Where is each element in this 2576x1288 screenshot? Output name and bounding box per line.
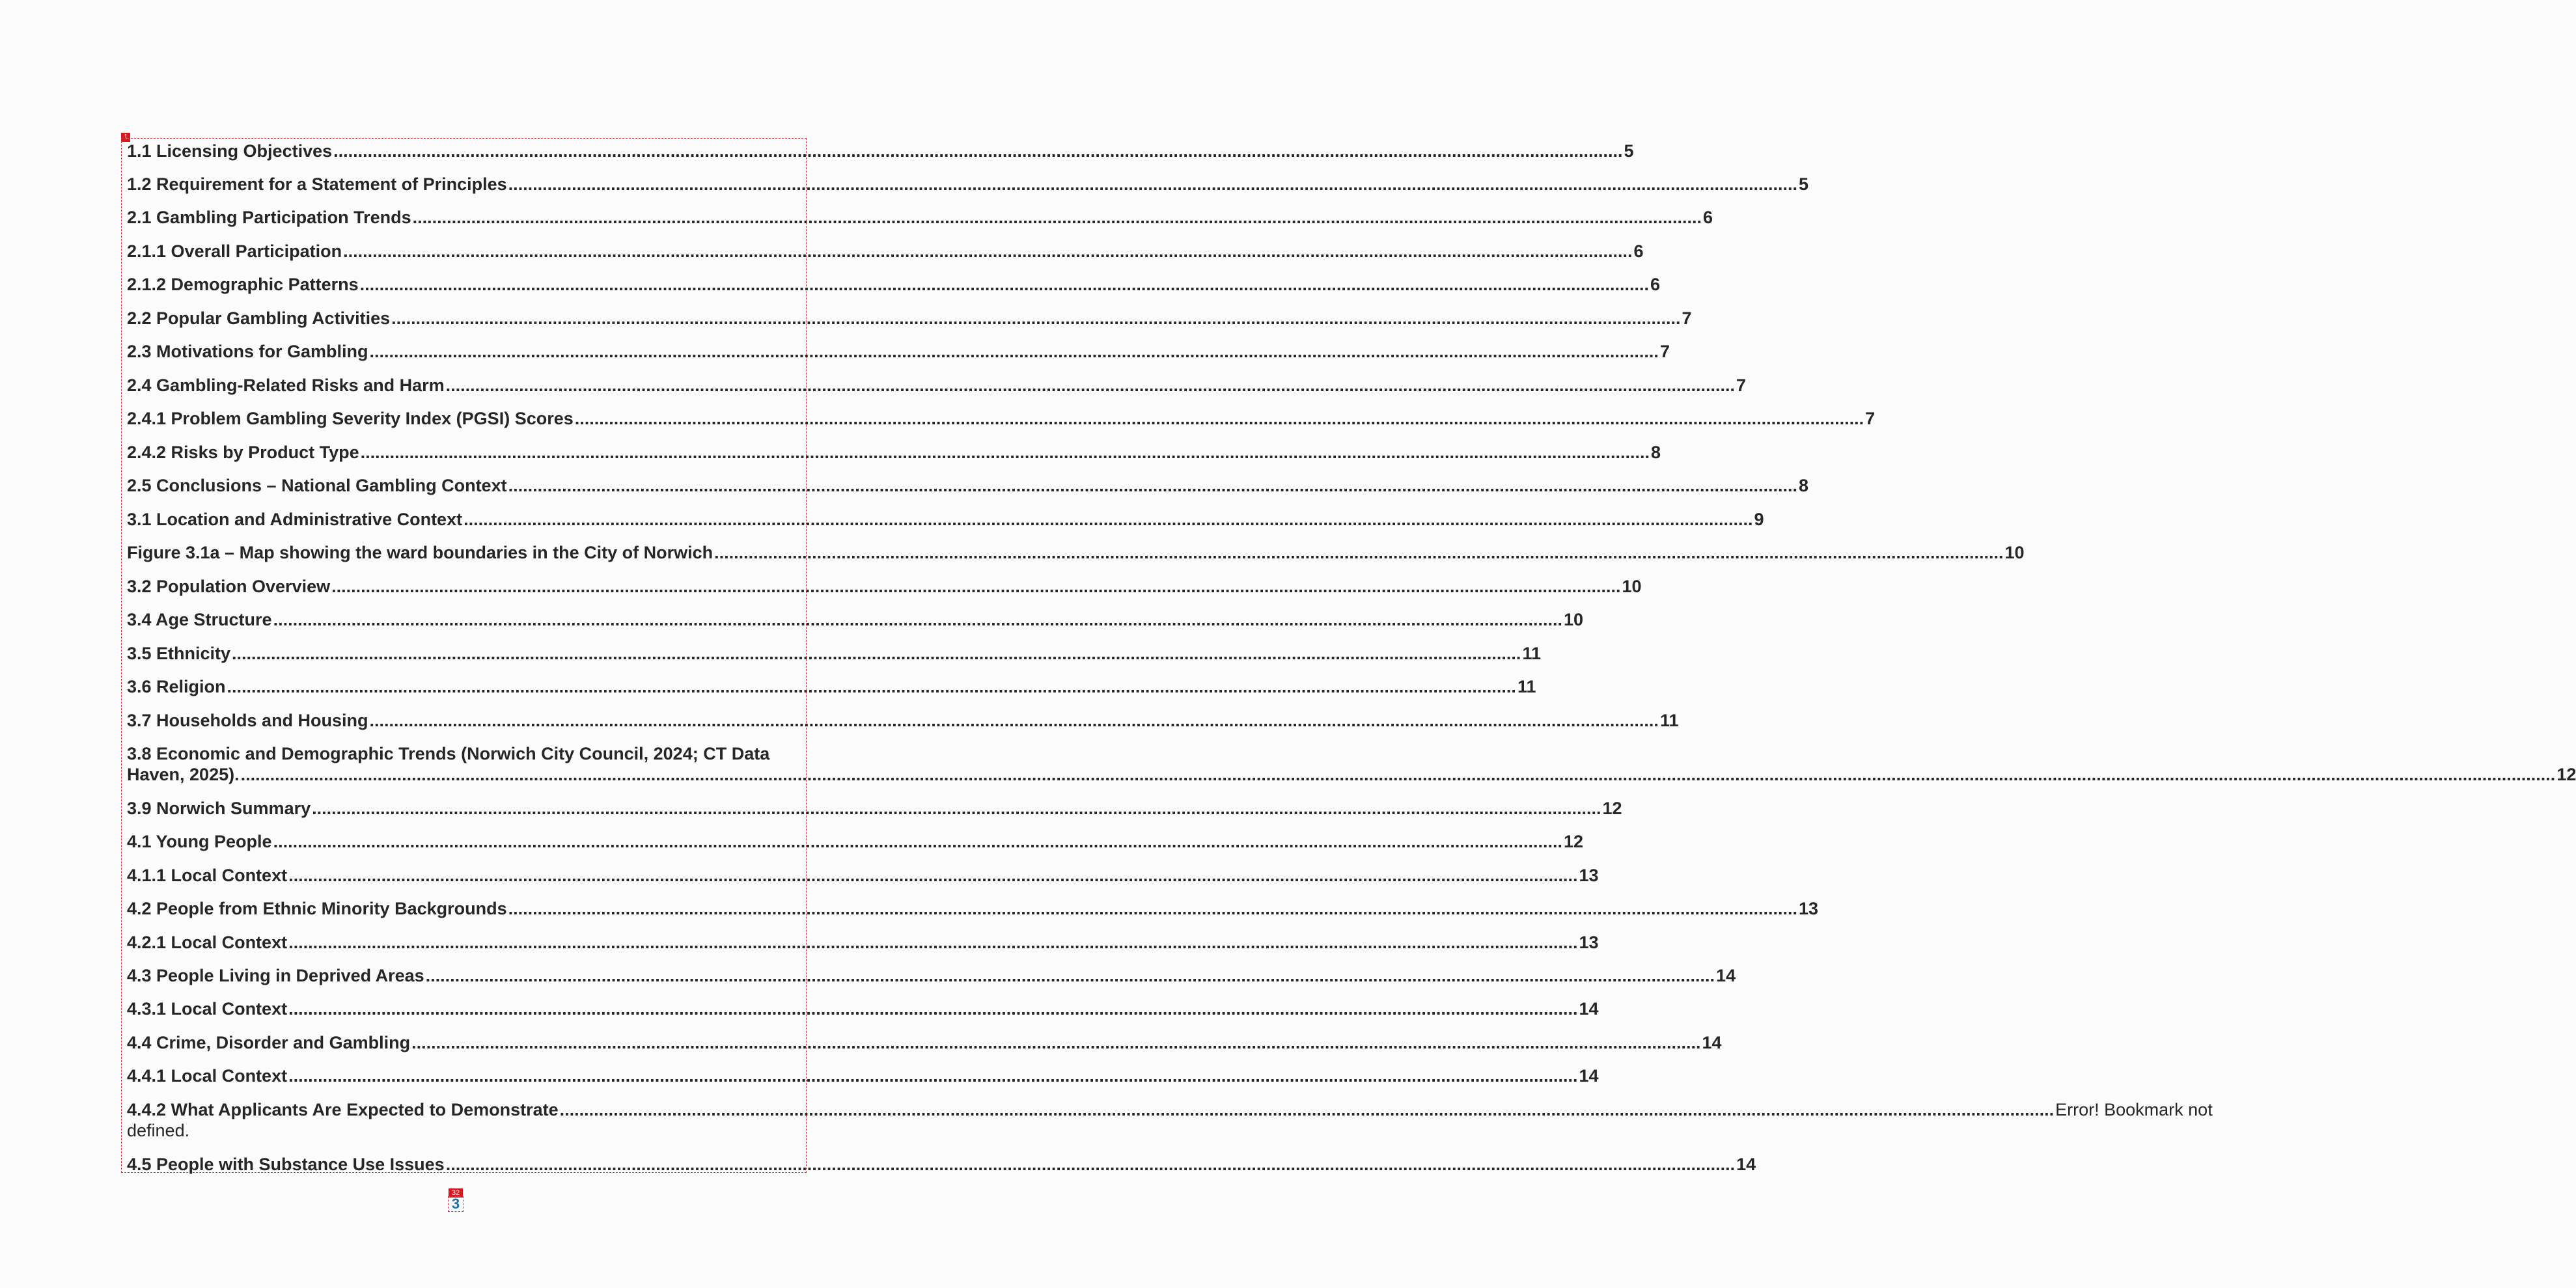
toc-leader [288,932,1577,953]
toc-entry[interactable] [127,274,1661,295]
toc-leader [575,408,1864,429]
toc-entry[interactable] [127,509,1764,530]
toc-leader [227,676,1516,697]
toc-entry-page: 8 [1651,443,1661,462]
toc-entry[interactable] [127,898,1819,919]
toc-leader [360,274,1649,295]
toc-leader [312,798,1601,819]
toc-entry-page: 12 [2556,765,2576,784]
toc-entry[interactable] [127,1065,1599,1086]
region-marker: 1 [121,133,130,142]
toc-entry-page: 12 [1602,799,1622,818]
toc-entry-title: 4.4.1 Local Context [127,1066,288,1086]
toc-leader [413,207,1702,228]
toc-leader [446,1154,1735,1175]
toc-leader: .......................................... ..... [560,1099,2054,1120]
toc-leader [370,710,1659,731]
toc-entry[interactable] [127,442,1661,463]
toc-entry-title: 2.5 Conclusions – National Gambling Context [127,476,507,495]
toc-entry[interactable] [127,241,1644,262]
toc-entry-title-line2: Haven, 2025). [127,765,240,784]
toc-leader [714,542,2003,563]
toc-entry[interactable] [127,609,1584,630]
toc-entry-page: 11 [1659,711,1679,730]
toc-entry[interactable] [127,831,1583,852]
toc-entry-page: 6 [1633,241,1644,261]
toc-entry-page: 7 [1865,409,1876,428]
toc-leader [391,308,1680,329]
toc-entry[interactable] [127,308,1692,329]
toc-entry[interactable] [127,710,1679,731]
toc-entry[interactable] [127,932,1599,953]
toc-leader [288,1065,1577,1086]
toc-entry-title: 2.3 Motivations for Gambling [127,342,368,361]
toc-entry-page: 14 [1579,1066,1599,1086]
toc-entry-page: 11 [1522,644,1541,663]
toc-entry-page: 11 [1517,677,1536,696]
toc-entry-page: 13 [1799,899,1819,918]
toc-entry-title-line1: 3.8 Economic and Demographic Trends (Norwich City Council, 2024; CT Data [127,744,770,763]
bookmark-error-text: Error! Bookmark not [2055,1100,2213,1119]
toc-leader [370,341,1659,362]
toc-leader [426,965,1715,986]
toc-entry-page: 10 [1622,577,1642,596]
toc-entry[interactable] [127,141,1634,161]
toc-entry-page: 8 [1798,476,1809,495]
bookmark-error-text-continued: defined. [127,1121,190,1140]
toc-entry-title: 3.9 Norwich Summary [127,799,311,818]
toc-entry-title: 2.1.2 Demographic Patterns [127,275,359,294]
toc-leader [273,609,1562,630]
toc-entry-page: 6 [1703,208,1713,227]
toc-leader [508,898,1797,919]
toc-entry[interactable] [127,542,2025,563]
toc-entry-page: 13 [1579,866,1599,885]
toc-entry-page: 14 [1579,999,1599,1019]
toc-entry-title: 2.1.1 Overall Participation [127,241,342,261]
toc-leader [508,475,1797,496]
toc-entry[interactable] [127,1032,1722,1053]
toc-entry[interactable] [127,207,1713,228]
toc-entry[interactable] [127,743,2576,785]
toc-entry-page: 7 [1682,308,1692,328]
toc-entry-title: 4.4 Crime, Disorder and Gambling [127,1033,411,1052]
toc-entry-page: 10 [2004,543,2025,562]
toc-entry[interactable] [127,174,1809,195]
toc-entry-title: 3.7 Households and Housing [127,711,368,730]
toc-entry-title: 2.4 Gambling-Related Risks and Harm [127,376,445,395]
toc-entry[interactable] [127,798,1622,819]
toc-entry-page: 14 [1736,1155,1756,1174]
toc-entry-title: 4.1 Young People [127,832,272,851]
toc-leader [508,174,1797,195]
toc-leader [446,375,1735,396]
toc-entry-title: 4.3.1 Local Context [127,999,288,1019]
toc-leader [411,1032,1700,1053]
toc-entry-page: 5 [1624,141,1634,161]
toc-leader [331,576,1620,597]
toc-entry[interactable] [127,998,1599,1019]
toc-leader [333,141,1622,161]
toc-entry[interactable] [127,375,1747,396]
toc-entry-title: 4.2 People from Ethnic Minority Backgrounds [127,899,507,918]
toc-entry-title: 1.2 Requirement for a Statement of Principles [127,174,507,194]
toc-entry-title: 3.2 Population Overview [127,577,331,596]
toc-entry[interactable] [127,341,1670,362]
toc-entry-title: 3.4 Age Structure [127,610,272,629]
toc-entry-page: 7 [1736,376,1747,395]
toc-entry[interactable] [127,865,1599,886]
toc-entry-page: 10 [1563,610,1584,629]
toc-entry-page: 14 [1702,1033,1722,1052]
toc-entry-title: 4.4.2 What Applicants Are Expected to Demonstrate [127,1100,559,1119]
toc-entry-page: 14 [1716,966,1736,985]
toc-entry-title: 4.5 People with Substance Use Issues [127,1155,445,1174]
toc-entry-page: 13 [1579,933,1599,952]
toc-entry-title: 2.4.2 Risks by Product Type [127,443,359,462]
toc-entry-title: 2.1 Gambling Participation Trends [127,208,411,227]
toc-leader [464,509,1752,530]
toc-entry-title: 1.1 Licensing Objectives [127,141,333,161]
toc-entry-page: 7 [1659,342,1670,361]
toc-entry[interactable] [127,1154,1756,1175]
toc-leader [361,442,1650,463]
toc-entry[interactable] [127,1099,2213,1141]
toc-entry-page: 6 [1650,275,1661,294]
toc-entry-title: Figure 3.1a – Map showing the ward boundaries in the City of Norwich [127,543,713,562]
toc-leader [343,241,1632,262]
toc-entry[interactable] [127,965,1736,986]
toc-entry[interactable] [127,576,1642,597]
toc-entry[interactable] [127,408,1876,429]
toc-leader [273,831,1562,852]
page-region-marker: 32 [449,1188,463,1198]
toc-leader [232,643,1521,664]
toc-leader [288,998,1577,1019]
toc-leader: .................................................................................................................................................................................................................. ..... [241,764,2556,785]
toc-entry-page: 5 [1799,174,1809,194]
toc-leader [288,865,1577,886]
toc-entry-page: 9 [1754,510,1764,529]
page-number: 3 [448,1196,464,1212]
toc-entry-title: 4.3 People Living in Deprived Areas [127,966,424,985]
toc-entry-title: 3.1 Location and Administrative Context [127,510,463,529]
toc-entry[interactable] [127,475,1809,496]
toc-entry-title: 2.2 Popular Gambling Activities [127,308,391,328]
toc-entry-page: 12 [1563,832,1583,851]
toc-entry-title: 3.6 Religion [127,677,226,696]
toc-entry[interactable] [127,676,1536,697]
toc-entry-title: 4.1.1 Local Context [127,866,288,885]
toc-entry-title: 4.2.1 Local Context [127,933,288,952]
toc-entry-title: 3.5 Ethnicity [127,644,231,663]
toc-entry[interactable] [127,643,1541,664]
toc-entry-title: 2.4.1 Problem Gambling Severity Index (PGSI) Scores [127,409,574,428]
